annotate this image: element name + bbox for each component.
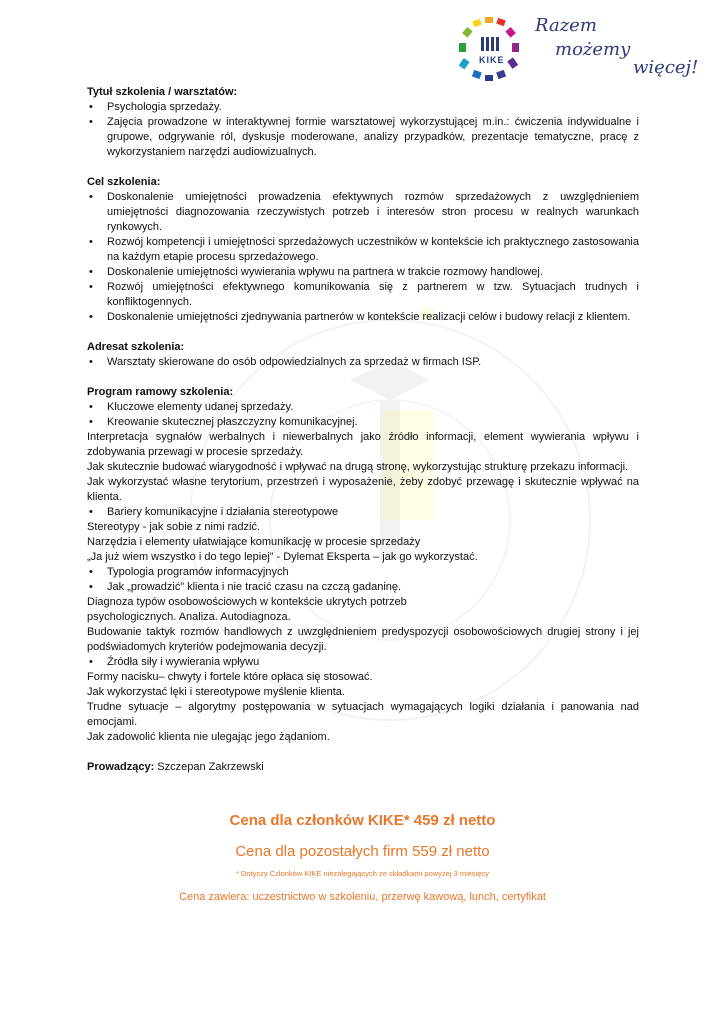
program-line: „Ja już wiem wszystko i do tego lepiej” - Dylemat Eksperta – jak go wykorzystać. [87,551,478,563]
program-list-3 [87,565,639,595]
program-line: Narzędzia i elementy ułatwiające komunikację w procesie sprzedaży [87,536,421,548]
program-list-4 [87,655,639,670]
list-item: • Doskonalenie umiejętności zjednywania partnerów w kontekście realizacji celów i budowy relacji z klientem. [87,310,639,325]
slogan-line-3: więcej! [633,57,699,78]
kike-logo-mark [455,15,525,87]
instructor-label: Prowadzący: [87,761,155,773]
program-line: Jak zadowolić klienta nie ulegając jego żądaniom. [87,731,330,743]
list-item: • Kluczowe elementy udanej sprzedaży. [87,400,639,415]
instructor-name: Szczepan Zakrzewski [154,761,264,773]
program-list-1 [87,400,639,430]
list-item: • Warsztaty skierowane do osób odpowiedzialnych za sprzedaż w firmach ISP. [87,355,639,370]
list-item: • Jak „prowadzić” klienta i nie tracić czasu na czczą gadaninę. [87,580,639,595]
program-line: Jak skutecznie budować wiarygodność i wpływać na drugą stronę, wykorzystując strukturę przekazu informacji. [87,461,629,473]
list-item: • Rozwój umiejętności efektywnego komunikowania się z partnerem w tzw. Sytuacjach trudnych i konfliktogennych. [87,280,639,310]
training-title-heading: Tytuł szkolenia / warsztatów: [87,86,238,98]
program-line: Stereotypy - jak sobie z nimi radzić. [87,521,261,533]
list-item: • Doskonalenie umiejętności prowadzenia efektywnych rozmów sprzedażowych z uwzględnieniem umiejętności diagnozowania rzeczywistych potrzeb i interesów stron procesu w realnych warunkach rynkowych. [87,190,639,235]
audience-heading: Adresat szkolenia: [87,341,185,353]
other-price: Cena dla pozostałych firm 559 zł netto [235,843,490,860]
program-line: psychologicznych. Analiza. Autodiagnoza. [87,611,291,623]
list-item: • Typologia programów informacyjnych [87,565,639,580]
goal-list [87,190,639,325]
list-item: • Zajęcia prowadzone w interaktywnej formie warsztatowej wykorzystującej m.in.: ćwiczenia indywidualne i grupowe, odgrywanie ról, dyskusje moderowane, analizy przypadków, prezentacje tematyczne, pracę z wykorzystaniem narzędzi audiowizualnych. [87,115,639,160]
program-heading: Program ramowy szkolenia: [87,386,234,398]
kike-logo [455,15,705,90]
list-item: • Rozwój kompetencji i umiejętności sprzedażowych uczestników w kontekście ich praktycznego zastosowania na każdym etapie procesu sprzedażowego. [87,235,639,265]
list-item: • Doskonalenie umiejętności wywierania wpływu na partnera w trakcie rozmowy handlowej. [87,265,639,280]
slogan-line-1: Razem [535,15,597,36]
list-item: • Bariery komunikacyjne i działania stereotypowe [87,505,639,520]
goal-heading: Cel szkolenia: [87,176,161,188]
program-line: Jak wykorzystać własne terytorium, przestrzeń i wyposażenie, żeby zdobyć przewagę i skutecznie wpływać na klienta. [87,476,639,503]
program-line: Budowanie taktyk rozmów handlowych z uwzględnieniem predyspozycji osobowościowych drugiej strony i jej podświadomych kryteriów podejmowania decyzji. [87,626,639,653]
program-line: Trudne sytuacje – algorytmy postępowania w sytuacjach wymagających logiki działania i panowania nad emocjami. [87,701,639,728]
training-title-list [87,100,639,160]
instructor [87,760,639,775]
program-list-2 [87,505,639,520]
program-line: Diagnoza typów osobowościowych w kontekście ukrytych potrzeb [87,596,407,608]
program-line: Formy nacisku– chwyty i fortele które opłaca się stosować. [87,671,373,683]
member-price: Cena dla członków KIKE* 459 zł netto [229,812,496,829]
list-item: • Kreowanie skutecznej płaszczyzny komunikacyjnej. [87,415,639,430]
slogan-line-2: możemy [555,39,631,60]
member-price-note: * Dotyczy Członków KIKE niezalegających ze składkami powyżej 3 miesięcy [235,869,490,878]
program-line: Interpretacja sygnałów werbalnych i niewerbalnych jako źródło informacji, element wywierania wpływu i zdobywania przewagi w procesie sprzedaży. [87,431,639,458]
list-item: • Psychologia sprzedaży. [87,100,639,115]
list-item: • Źródła siły i wywierania wpływu [87,655,639,670]
program-line: Jak wykorzystać lęki i stereotypowe myślenie klienta. [87,686,345,698]
pricing-section [0,810,725,905]
training-description [87,85,639,775]
audience-list [87,355,639,370]
price-includes: Cena zawiera: uczestnictwo w szkoleniu, przerwę kawową, lunch, certyfikat [179,891,546,903]
kike-logo-label: KIKE [479,55,505,65]
